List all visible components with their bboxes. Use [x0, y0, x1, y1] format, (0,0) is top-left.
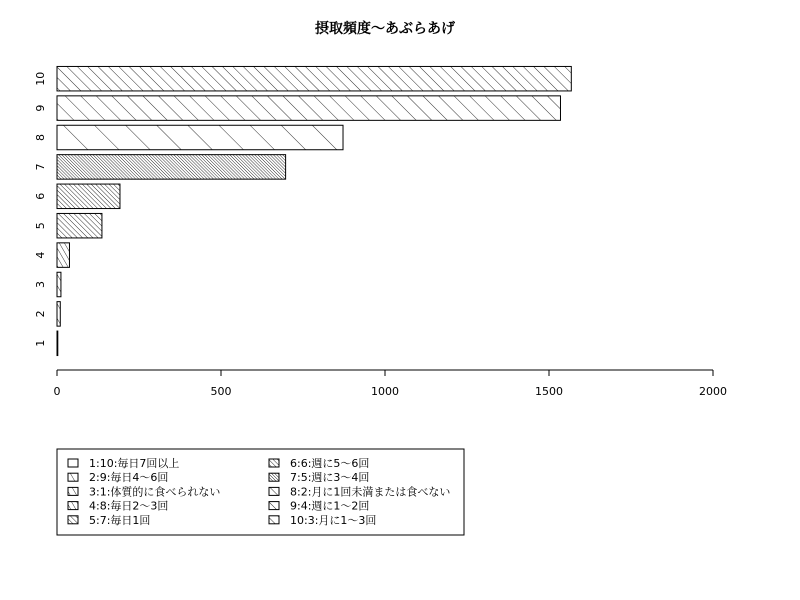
y-tick-label: 9: [33, 104, 47, 112]
bar-10: [57, 66, 571, 90]
legend-swatch: [68, 473, 78, 481]
y-tick-label: 6: [33, 192, 47, 200]
legend-swatch: [68, 459, 78, 467]
legend-item-label: 2:9:毎日4〜6回: [89, 471, 169, 485]
legend-swatch: [68, 502, 78, 510]
x-tick-label: 0: [53, 385, 61, 398]
legend-item-label: 3:1:体質的に食べられない: [89, 485, 221, 499]
x-tick-label: 1000: [371, 385, 399, 398]
legend-item-label: 6:6:週に5〜6回: [290, 457, 370, 470]
bar-1: [57, 331, 58, 355]
y-tick-label: 7: [33, 163, 47, 171]
bar-5: [57, 213, 102, 237]
legend-swatch: [68, 487, 78, 495]
y-tick-label: 10: [33, 71, 47, 86]
legend-swatch: [269, 487, 279, 495]
y-tick-label: 5: [33, 222, 47, 230]
bar-8: [57, 125, 343, 149]
legend-swatch: [269, 502, 279, 510]
legend: [57, 449, 464, 535]
bar-6: [57, 184, 120, 208]
legend-item-label: 4:8:毎日2〜3回: [89, 499, 169, 513]
bar-2: [57, 302, 60, 326]
chart-title: 摂取頻度〜あぶらあげ: [315, 21, 455, 37]
y-tick-label: 1: [33, 339, 47, 347]
y-tick-label: 3: [33, 281, 47, 288]
legend-item-label: 10:3:月に1〜3回: [290, 513, 377, 527]
bar-9: [57, 96, 560, 120]
bar-7: [57, 155, 286, 179]
bars-group: [57, 66, 571, 355]
y-axis: [34, 72, 47, 347]
legend-item-label: 7:5:週に3〜4回: [290, 471, 370, 485]
y-tick-label: 4: [33, 251, 47, 259]
legend-item-label: 9:4:週に1〜2回: [290, 499, 370, 513]
y-tick-label: 2: [33, 310, 47, 318]
x-tick-label: 500: [210, 385, 232, 398]
legend-item-label: 1:10:毎日7回以上: [89, 457, 180, 470]
legend-swatch: [269, 473, 279, 481]
x-axis: [54, 370, 728, 398]
x-tick-label: 1500: [535, 385, 563, 398]
legend-item-label: 5:7:毎日1回: [89, 513, 151, 527]
legend-swatch: [269, 516, 279, 524]
legend-item-label: 8:2:月に1回未満または食べない: [290, 485, 451, 499]
x-tick-label: 2000: [699, 385, 727, 398]
y-tick-label: 8: [33, 134, 47, 141]
legend-swatch: [68, 516, 78, 524]
legend-swatch: [269, 459, 279, 467]
bar-4: [57, 243, 69, 267]
bar-3: [57, 272, 61, 296]
